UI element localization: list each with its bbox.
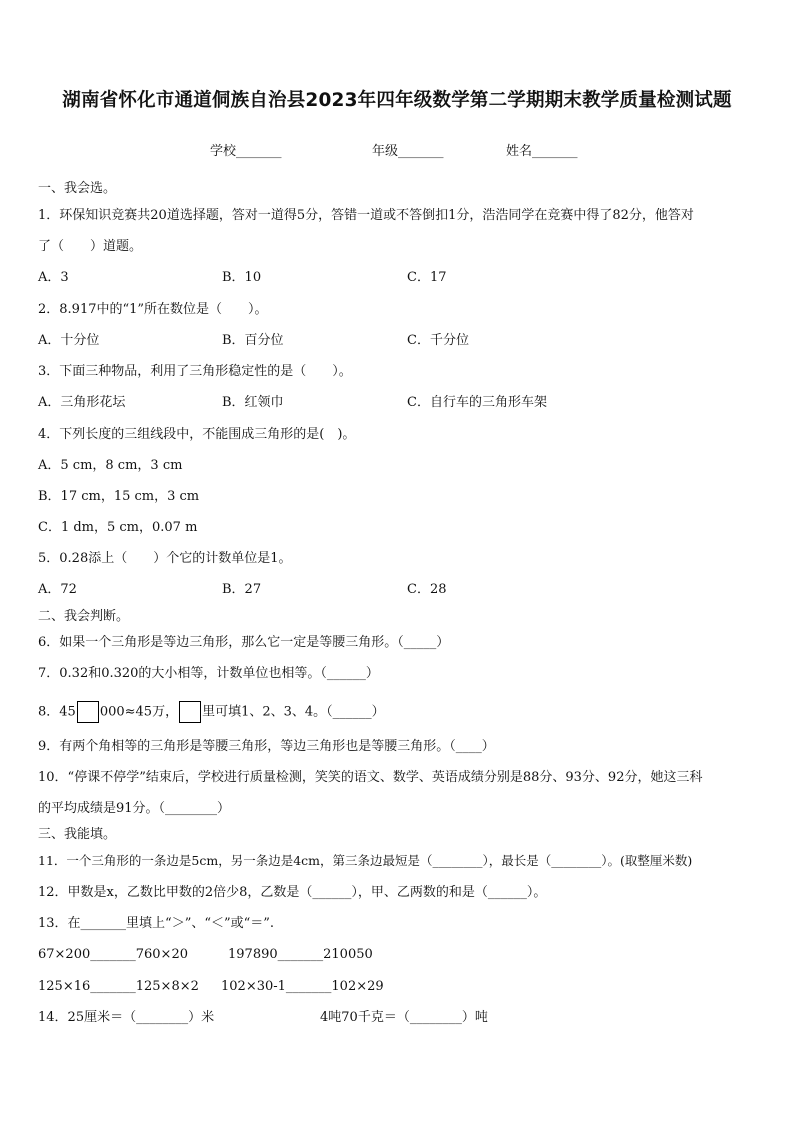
question-7: 7．0.32和0.320的大小相等，计数单位也相等。（______）: [38, 666, 379, 681]
question-3-option-b: B．红领巾: [222, 395, 284, 410]
question-8: [38, 701, 385, 723]
question-8-part-2: 000≈45万，: [99, 704, 179, 720]
question-8-part-3: 里可填1、2、3、4。（______）: [202, 704, 385, 720]
question-10-line-1: 10．“停课不停学”结束后，学校进行质量检测，笑笑的语文、数学、英语成绩分别是88分、93分、92分，她这三科: [38, 770, 703, 785]
question-4: 4．下列长度的三组线段中，不能围成三角形的是( )。: [38, 427, 356, 442]
question-1-line-2: 了（ ）道题。: [38, 239, 143, 254]
question-5: 5．0.28添上（ ）个它的计数单位是1。: [38, 551, 292, 566]
blank-box: [77, 701, 99, 723]
question-13: 13．在_______里填上“＞”、“＜”或“＝”.: [38, 916, 275, 931]
question-1-line-1: 1．环保知识竞赛共20道选择题，答对一道得5分，答错一道或不答倒扣1分，浩浩同学在竞赛中得了82分，他答对: [38, 208, 694, 223]
school-field: 学校_______: [210, 144, 282, 159]
question-2: 2．8.917中的“1”所在数位是（ ）。: [38, 302, 268, 317]
question-3-option-c: C．自行车的三角形车架: [407, 395, 547, 410]
question-2-option-a: A．十分位: [38, 333, 100, 348]
section-2-heading: 二、我会判断。: [38, 609, 130, 624]
question-11: 11．一个三角形的一条边是5cm，另一条边是4cm，第三条边最短是（________），最长是（________）。(取整厘米数): [38, 853, 693, 868]
question-5-option-a: A．72: [38, 582, 77, 597]
section-3-heading: 三、我能填。: [38, 827, 117, 842]
question-13-row-1-a: 67×200_______760×20: [38, 947, 188, 962]
blank-box: [179, 701, 201, 723]
question-14-b: 4吨70千克＝（________）吨: [320, 1010, 488, 1025]
question-13-row-1-b: 197890_______210050: [228, 947, 373, 962]
question-3: 3．下面三种物品，利用了三角形稳定性的是（ ）。: [38, 364, 352, 379]
question-4-option-c: C．1 dm，5 cm，0.07 m: [38, 520, 198, 535]
section-1-heading: 一、我会选。: [38, 181, 117, 196]
name-field: 姓名_______: [506, 144, 578, 159]
question-4-option-b: B．17 cm，15 cm，3 cm: [38, 489, 200, 504]
question-13-row-2-b: 102×30-1_______102×29: [221, 979, 384, 994]
question-5-option-c: C．28: [407, 582, 447, 597]
page-title: 湖南省怀化市通道侗族自治县2023年四年级数学第二学期期末教学质量检测试题: [62, 90, 732, 111]
question-6: 6．如果一个三角形是等边三角形，那么它一定是等腰三角形。（_____）: [38, 635, 450, 650]
question-3-option-a: A．三角形花坛: [38, 395, 126, 410]
question-5-option-b: B．27: [222, 582, 262, 597]
question-13-row-2-a: 125×16_______125×8×2: [38, 979, 199, 994]
question-2-option-b: B．百分位: [222, 333, 284, 348]
question-8-part-1: 8．45: [38, 704, 76, 720]
question-4-option-a: A．5 cm，8 cm，3 cm: [38, 458, 183, 473]
question-1-option-a: A．3: [38, 270, 69, 285]
question-1-option-c: C．17: [407, 270, 447, 285]
grade-field: 年级_______: [372, 144, 444, 159]
question-14-a: 14．25厘米＝（________）米: [38, 1010, 215, 1025]
question-1-option-b: B．10: [222, 270, 262, 285]
question-10-line-2: 的平均成绩是91分。（________）: [38, 801, 231, 816]
question-9: 9．有两个角相等的三角形是等腰三角形，等边三角形也是等腰三角形。（____）: [38, 739, 495, 754]
question-2-option-c: C．千分位: [407, 333, 469, 348]
question-12: 12．甲数是x，乙数比甲数的2倍少8，乙数是（______），甲、乙两数的和是（______）。: [38, 885, 547, 900]
